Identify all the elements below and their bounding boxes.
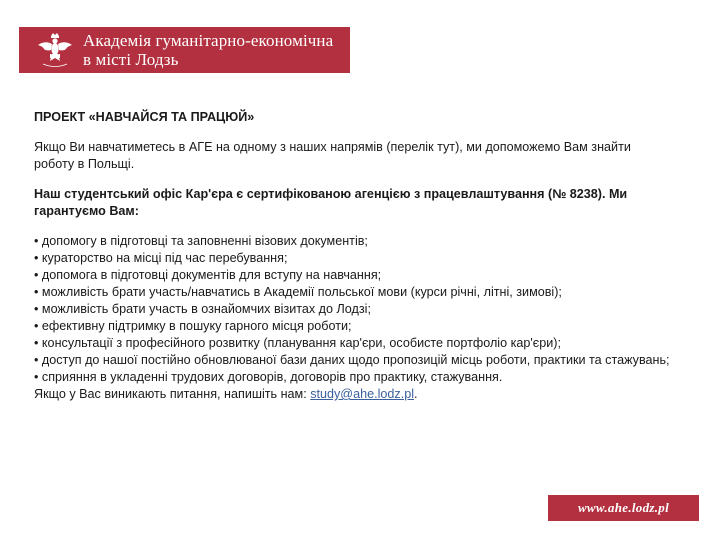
list-item: • можливість брати участь в ознайомчих візитах до Лодзі; — [34, 302, 371, 316]
academy-name-line2: в місті Лодзь — [83, 50, 179, 69]
list-item: • допомога в підготовці документів для вступу на навчання; — [34, 268, 382, 282]
academy-name — [83, 31, 333, 69]
footer-banner — [548, 495, 699, 521]
footer-url[interactable]: www.ahe.lodz.pl — [577, 500, 670, 515]
list-item: • сприяння в укладенні трудових договорів, договорів про практику, стажування. — [34, 370, 503, 384]
guarantees-list — [34, 233, 674, 386]
list-item: • допомогу в підготовці та заповненні візових документів; — [34, 234, 368, 248]
project-title: ПРОЕКТ «НАВЧАЙСЯ ТА ПРАЦЮЙ» — [34, 110, 255, 124]
list-item: • ефективну підтримку в пошуку гарного місця роботи; — [34, 319, 352, 333]
eagle-emblem-icon — [35, 30, 75, 70]
contact-end: . — [414, 387, 418, 401]
contact-text: Якщо у Вас виникають питання, напишіть нам: — [34, 387, 311, 401]
intro-paragraph: Якщо Ви навчатиметесь в АГЕ на одному з наших напрямів (перелік тут), ми допоможемо Вам знайти роботу в Польщі. — [34, 140, 631, 171]
academy-name-line1: Академія гуманітарно-економічна — [83, 31, 334, 50]
header-banner — [19, 27, 350, 73]
list-item: • доступ до нашої постійно обновлюваної бази даних щодо пропозицій місць роботи, практики та стажувань; — [34, 353, 670, 367]
main-content — [34, 109, 674, 403]
list-item: • консультації з професійного розвитку (планування кар'єри, особисте портфоліо кар'єри); — [34, 336, 561, 350]
list-item: • кураторство на місці під час перебування; — [34, 251, 288, 265]
office-statement: Наш студентський офіс Кар'єра є сертифікованою агенцією з працевлаштування (№ 8238). Ми гарантуємо Вам: — [34, 187, 628, 218]
list-item: • можливість брати участь/навчатись в Академії польської мови (курси річні, літні, зимові); — [34, 285, 562, 299]
contact-line — [34, 386, 674, 403]
contact-email-link[interactable]: study@ahe.lodz.pl — [310, 387, 415, 401]
